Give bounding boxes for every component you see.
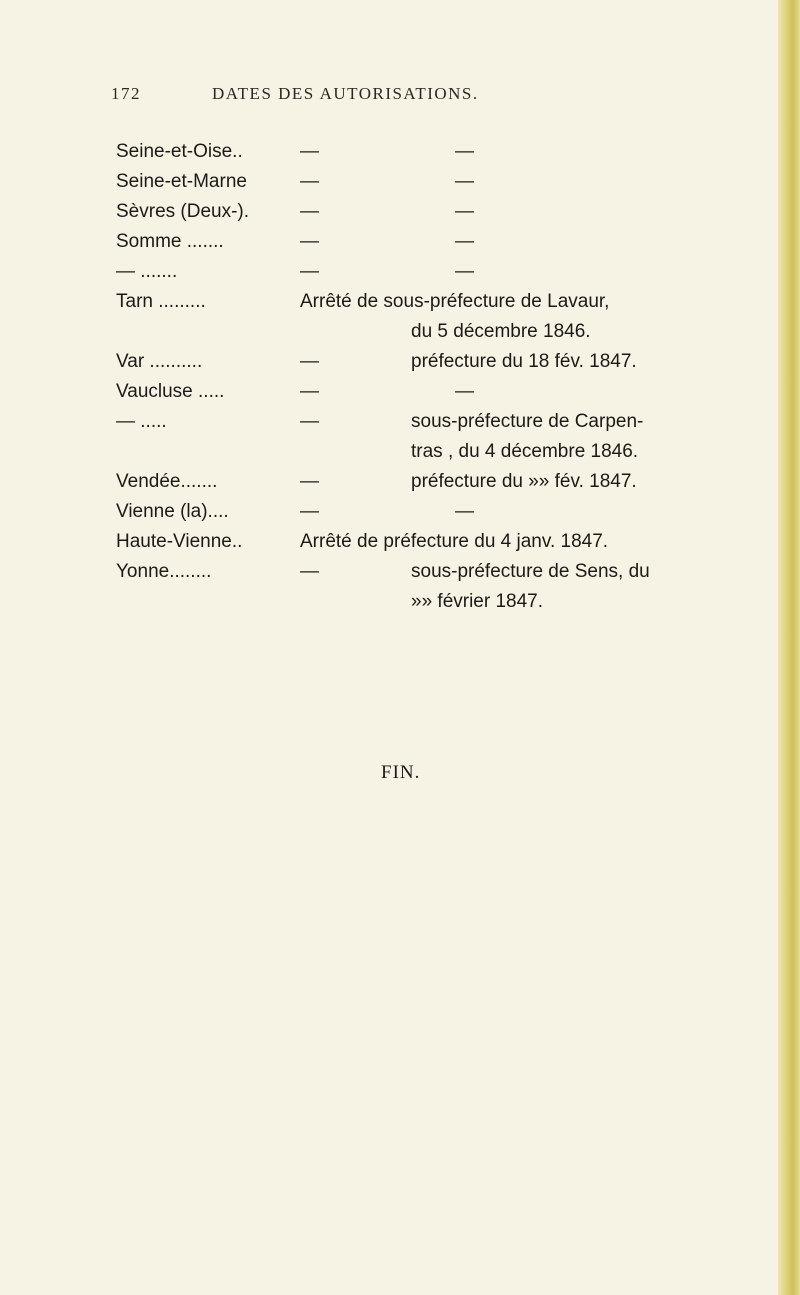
ditto-mark: — bbox=[300, 471, 319, 492]
entry-name: Somme ....... bbox=[116, 231, 224, 252]
entry-name: — ....... bbox=[116, 261, 178, 282]
ditto-mark: — bbox=[300, 231, 319, 252]
entry-text: Arrêté de préfecture du 4 janv. 1847. bbox=[300, 531, 609, 552]
entry-name: Yonne........ bbox=[116, 561, 212, 582]
entry-text: préfecture du »» fév. 1847. bbox=[411, 471, 637, 492]
entry-text: sous-préfecture de Sens, du bbox=[411, 561, 650, 582]
entry-name: Tarn ......... bbox=[116, 291, 206, 312]
ditto-mark: — bbox=[300, 141, 319, 162]
running-title: DATES DES AUTORISATIONS. bbox=[212, 84, 479, 103]
ditto-mark: — bbox=[300, 411, 319, 432]
page-header bbox=[111, 82, 611, 108]
ditto-mark: — bbox=[300, 501, 319, 522]
entry-continuation: du 5 décembre 1846. bbox=[411, 321, 591, 342]
entry-text: sous-préfecture de Carpen- bbox=[411, 411, 644, 432]
ditto-mark: — bbox=[300, 171, 319, 192]
page-edge bbox=[778, 0, 800, 1295]
ditto-mark: — bbox=[455, 201, 474, 222]
entry-name: Vaucluse ..... bbox=[116, 381, 225, 402]
entry-name: Seine-et-Oise.. bbox=[116, 141, 243, 162]
page-number: 172 bbox=[111, 84, 141, 103]
entry-name: Var .......... bbox=[116, 351, 203, 372]
ditto-mark: — bbox=[455, 231, 474, 252]
entry-name: — ..... bbox=[116, 411, 167, 432]
entry-text: Arrêté de sous-préfecture de Lavaur, bbox=[300, 291, 610, 312]
ditto-mark: — bbox=[455, 171, 474, 192]
entry-name: Sèvres (Deux-). bbox=[116, 201, 250, 222]
ditto-mark: — bbox=[300, 261, 319, 282]
entry-text: préfecture du 18 fév. 1847. bbox=[411, 351, 637, 372]
entry-continuation: tras , du 4 décembre 1846. bbox=[411, 441, 639, 462]
ditto-mark: — bbox=[455, 501, 474, 522]
entry-name: Seine-et-Marne bbox=[116, 171, 247, 192]
ditto-mark: — bbox=[300, 381, 319, 402]
ditto-mark: — bbox=[455, 141, 474, 162]
entry-name: Vendée....... bbox=[116, 471, 218, 492]
ditto-mark: — bbox=[300, 201, 319, 222]
ditto-mark: — bbox=[300, 351, 319, 372]
entry-name: Vienne (la).... bbox=[116, 501, 229, 522]
end-mark: FIN. bbox=[381, 762, 421, 783]
ditto-mark: — bbox=[455, 261, 474, 282]
ditto-mark: — bbox=[455, 381, 474, 402]
entry-continuation: »» février 1847. bbox=[411, 591, 544, 612]
ditto-mark: — bbox=[300, 561, 319, 582]
entry-name: Haute-Vienne.. bbox=[116, 531, 243, 552]
